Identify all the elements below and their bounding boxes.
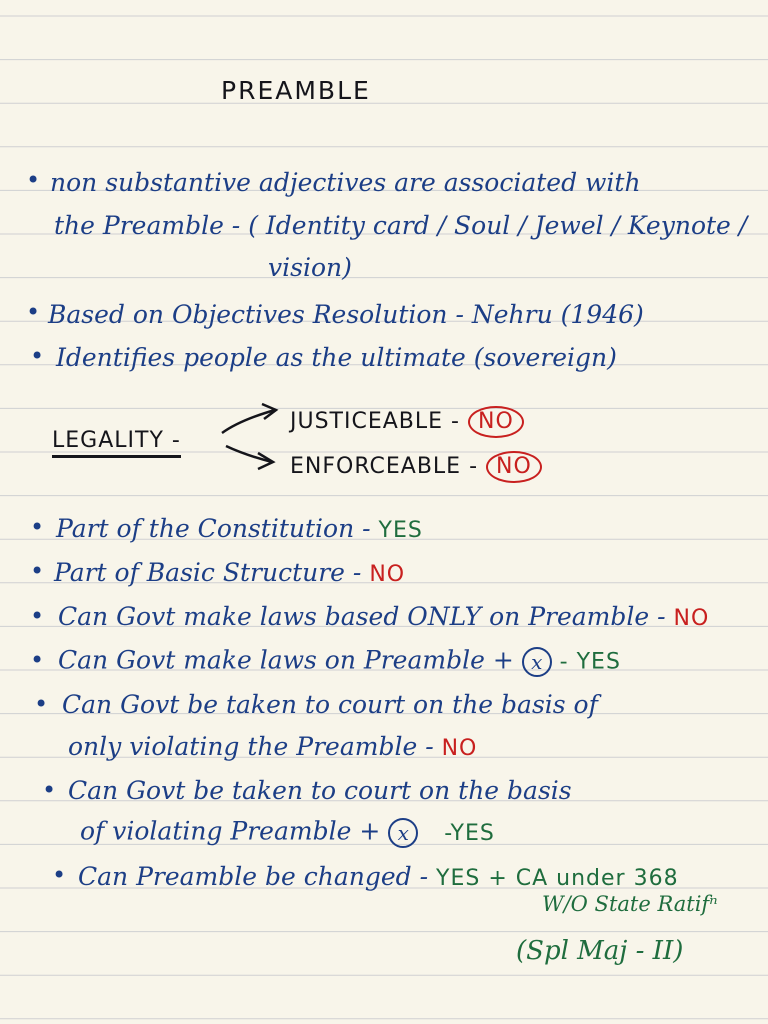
question-4-answer: - YES [559, 649, 621, 675]
bullet-point: • [42, 776, 57, 804]
question-5-line-1: Can Govt be taken to court on the basis of [62, 690, 598, 719]
question-5-line-2 [68, 734, 477, 760]
bullet-point: • [30, 513, 45, 541]
point-1-line-2: the Preamble - ( Identity card / Soul / Jewel / Keynote / [54, 211, 748, 240]
point-1-line-1: non substantive adjectives are associated with [50, 168, 641, 197]
point-3: Identifies people as the ultimate (sovereign) [56, 343, 617, 372]
bullet-point: • [30, 342, 45, 370]
bullet-point: • [26, 166, 41, 194]
question-1-answer: YES [378, 518, 423, 543]
bullet-point: • [30, 557, 45, 585]
bullet-point: • [34, 690, 49, 718]
x-circle-icon: x [388, 818, 418, 848]
question-6-line-2 [80, 818, 495, 848]
point-2: Based on Objectives Resolution - Nehru (1946) [48, 300, 644, 329]
question-4 [58, 647, 621, 677]
question-4-text: Can Govt make laws on Preamble + [58, 645, 514, 675]
enforceable-row [290, 451, 542, 483]
enforceable-label: ENFORCEABLE - [290, 454, 479, 479]
question-7-note-1: W/O State Ratifⁿ [542, 892, 718, 916]
question-2-answer: NO [369, 562, 406, 587]
question-7-note-2: (Spl Maj - II) [516, 936, 684, 966]
question-3 [58, 604, 709, 630]
enforceable-answer: NO [486, 451, 542, 483]
question-3-text: Can Govt make laws based ONLY on Preamble - [58, 602, 666, 631]
question-7 [78, 864, 679, 890]
question-1 [56, 516, 423, 542]
question-7-text: Can Preamble be changed - [78, 862, 429, 891]
bullet-point: • [30, 646, 45, 674]
x-circle-icon: x [522, 647, 552, 677]
question-6-answer: -YES [444, 820, 495, 846]
justiceable-answer: NO [468, 406, 524, 438]
question-5-answer: NO [441, 736, 478, 761]
question-3-answer: NO [673, 606, 710, 631]
question-6-line-1: Can Govt be taken to court on the basis [68, 776, 572, 805]
question-6-text: of violating Preamble + [80, 816, 381, 846]
question-7-answer: YES + CA under 368 [436, 866, 679, 891]
question-5-text: only violating the Preamble - [68, 732, 434, 761]
bullet-point: • [30, 602, 45, 630]
page-title: PREAMBLE [221, 76, 371, 105]
point-1-line-3: vision) [268, 253, 352, 282]
justiceable-label: JUSTICEABLE - [290, 409, 460, 434]
bullet-point: • [52, 861, 67, 889]
question-2 [54, 560, 405, 586]
question-2-text: Part of Basic Structure - [54, 558, 362, 587]
justiceable-row [290, 406, 524, 438]
bullet-point: • [26, 298, 41, 326]
legality-label [52, 430, 181, 452]
legality-label-text: LEGALITY - [52, 428, 181, 458]
question-1-text: Part of the Constitution - [56, 514, 371, 543]
